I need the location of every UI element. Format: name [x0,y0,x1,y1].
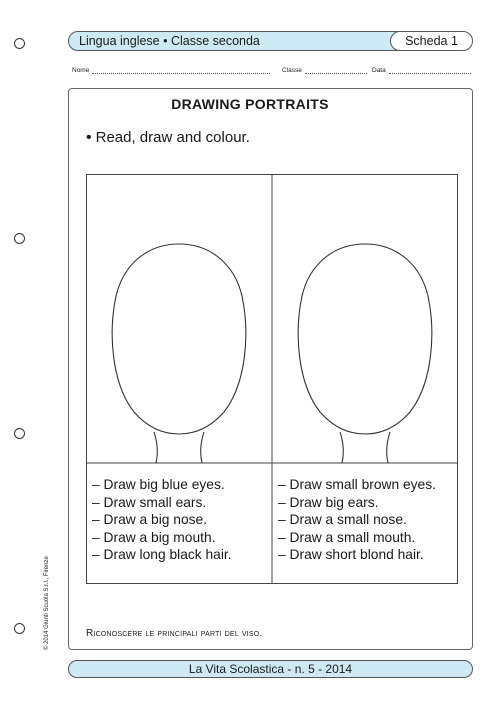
date-line[interactable] [389,66,471,74]
list-item: – Draw a big nose. [92,512,208,527]
copyright-notice: © 2014 Giunti Scuola S.r.l., Firenze [44,556,50,650]
instruction [86,129,250,147]
date-label: Data [372,67,386,74]
class-label: Classe [282,67,302,74]
worksheet-header [68,31,473,51]
bullet-icon: • [86,129,92,146]
class-field[interactable] [282,66,367,74]
list-item: – Draw big ears. [278,494,379,510]
list-item: – Draw small brown eyes. [278,477,436,492]
date-field[interactable] [372,66,471,74]
list-item: – Draw a big mouth. [92,529,216,545]
list-item: – Draw a small nose. [278,512,407,527]
name-line[interactable] [92,66,270,74]
name-field[interactable] [72,66,270,74]
learning-objective: Riconoscere le principali parti del viso. [86,628,263,639]
punch-hole-top [14,38,25,49]
right-instructions [278,476,436,564]
student-fields [72,66,472,78]
list-item: – Draw small ears. [92,494,207,510]
left-instructions [92,476,232,564]
publication-footer: La Vita Scolastica - n. 5 - 2014 [68,660,473,678]
punch-hole-bottom [14,623,25,634]
list-item: – Draw big blue eyes. [92,477,225,492]
instruction-text: Read, draw and colour. [95,129,250,146]
right-face-outline[interactable] [298,244,432,463]
sheet-number-badge: Scheda 1 [390,31,473,51]
name-label: Nome [72,67,90,74]
page-title: DRAWING PORTRAITS [171,96,329,112]
punch-hole-upper-mid [14,233,25,244]
list-item: – Draw long black hair. [92,547,232,562]
class-line[interactable] [305,66,367,74]
list-item: – Draw short blond hair. [278,547,424,562]
list-item: – Draw a small mouth. [278,529,416,545]
left-face-outline[interactable] [112,244,246,463]
subject-banner: Lingua inglese • Classe seconda [68,31,408,51]
punch-hole-lower-mid [14,428,25,439]
